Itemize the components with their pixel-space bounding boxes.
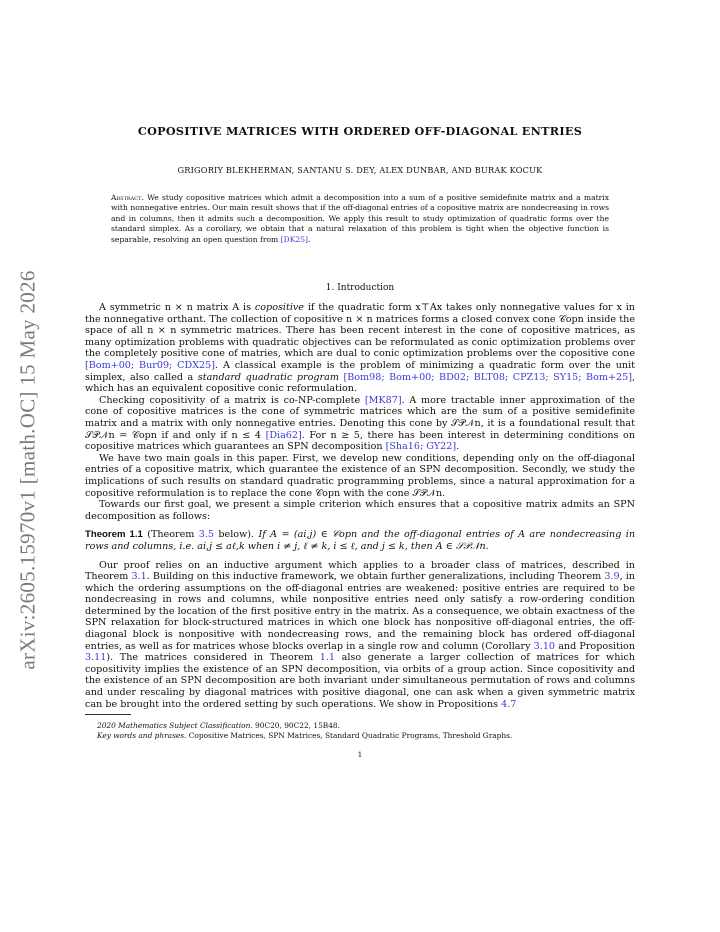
arxiv-identifier [6,240,50,700]
citation-link[interactable]: [Dia62] [265,429,302,441]
citation-link[interactable]: [Bom+00; Bur09; CDX25] [85,360,215,371]
footnote-rule [85,714,131,715]
paper-authors: GRIGORIY BLEKHERMAN, SANTANU S. DEY, ALEX DUNBAR, AND BURAK KOCUK [177,165,543,175]
paper-title: COPOSITIVE MATRICES WITH ORDERED OFF-DIAGONAL ENTRIES [137,124,583,138]
theorem-label: Theorem 1.1 [85,529,143,541]
proof-paragraph: Our proof relies on an inductive argument which applies to a broader class of matrices, described in Theorem 3.1. Building on this inductive framework, we obtain further generalizations, including Theorem 3.9, in which the ordering assumptions on the off-diagonal entries are weakened: positive entries are required to be nondecreasing in rows and columns, while nonpositive entries need only satisfy a row-ordering condition determined by the location of the first positive entry in the matrix. As a consequence, we obtain exactness of the SPN relaxation for block-structured matrices in which one block has nonpositive off-diagonal entries, the off-diagonal block is nonpositive with nondecreasing rows, and the remaining block has ordered off-diagonal entries, as well as for matrices whose blocks overlap in a single row and column (Corollary 3.10 and Proposition 3.11). The matrices considered in Theorem 1.1 also generate a larger collection of matrices for which copositivity implies the existence of an SPN decomposition, via orbits of a group action. Since copositivity and the existence of an SPN decomposition are both invariant under simultaneous permutation of rows and columns and under rescaling by diagonal matrices with positive diagonal, one can ask when a given symmetric matrix can be brought into the ordered setting by such operations. We show in Propositions 4.7 [85,559,636,710]
intro-paragraph-1: A symmetric n × n matrix A is copositive if the quadratic form x⊤Ax takes only nonnegative values for x in the nonnegative orthant. The collection of copositive n × n matrices forms a closed convex cone 𝒞opn inside the space of all n × n symmetric matrices. There has been recent interest in the cone of copositive matrices, as many optimization problems with quadratic objectives can be reformulated as conic optimization problems over the completely positive cone of matries, which are dual to conic optimization problems over the copositive cone [Bom+00; Bur09; CDX25]. A classical example is the problem of minimizing a quadratic form over the unit simplex, also called a standard quadratic program [Bom98; Bom+00; BD02; BLT08; CPZ13; SY15; Bom+25], which has an equivalent copositive conic reformulation. [85,302,636,395]
page-number: 1 [357,749,363,759]
footnote-msc: 2020 Mathematics Subject Classification. 90C20, 90C22, 15B48. [97,721,340,731]
arxiv-id-text: arXiv:2605.15970v1 [math.OC] 15 May 2026 [15,270,40,670]
abstract-text: We study copositive matrices which admit a decomposition into a sum of a positive semidefinite matrix and a matrix with nonnegative entries. Our main result shows that if the off-diagonal entries of a copositive matrix are nondecreasing in rows and in columns, then it admits such a decomposition. We apply this result to study optimization of quadratic forms over the standard simplex. As a corollary, we obtain that a natural relaxation of this problem is tight when the objective function is separable, resolving an open question from [111,193,609,244]
abstract: Abstract. We study copositive matrices which admit a decomposition into a sum of a positive semidefinite matrix and a matrix with nonnegative entries. Our main result shows that if the off-diagonal entries of a copositive matrix are nondecreasing in rows and in columns, then it admits such a decomposition. We apply this result to study optimization of quadratic forms over the standard simplex. As a corollary, we obtain that a natural relaxation of this problem is tight when the objective function is separable, resolving an open question from [DK25]. [111,193,609,244]
section-heading: 1. Introduction [325,283,395,294]
theorem-1-1: Theorem 1.1 (Theorem 3.5 below). If A = (ai,j) ∈ 𝒞opn and the off-diagonal entries of A are nondecreasing in rows and columns, i.e. ai,j ≤ aℓ,k when i ≠ j, ℓ ≠ k, i ≤ ℓ, and j ≤ k, then A ∈ 𝒮𝒫𝒩n. [85,529,636,552]
intro-paragraph-4: Towards our first goal, we present a simple criterion which ensures that a copositive matrix admits an SPN decomposition as follows: [85,499,635,522]
citation-link[interactable]: [Bom98; Bom+00; BD02; BLT08; CPZ13; SY15; Bom+25] [338,371,632,383]
theorem-statement: If A = (ai,j) ∈ 𝒞opn and the off-diagonal entries of A are nondecreasing in rows and columns, i.e. ai,j ≤ aℓ,k when i ≠ j, ℓ ≠ k, i ≤ ℓ, and j ≤ k, then A ∈ 𝒮𝒫𝒩n. [85,529,636,552]
intro-paragraph-3: We have two main goals in this paper. First, we develop new conditions, depending only on the off-diagonal entries of a copositive matrix, which guarantee the existence of an SPN decomposition. Secondly, we study the implications of such results on standard quadratic programming problems, since a natural approximation for a copositive reformulation is to replace the cone 𝒞opn with the cone 𝒮𝒫𝒩n. [85,452,635,499]
intro-paragraph-2: Checking copositivity of a matrix is co-NP-complete [MK87]. A more tractable inner approximation of the cone of copositive matrices is the cone of symmetric matrices which are the sum of a positive semidefinite matrix and a matrix with only nonnegative entries. Denoting this cone by 𝒮𝒫𝒩n, it is a foundational result that 𝒮𝒫𝒩n = 𝒞opn if and only if n ≤ 4 [Dia62]. For n ≥ 5, there has been interest in determining conditions on copositive matrices which guarantees an SPN decomposition [Sha16; GY22]. [85,394,636,453]
ref-link[interactable]: 3.9 [604,571,620,583]
ref-link[interactable]: 3.11 [85,652,107,664]
ref-link[interactable]: 1.1 [319,652,335,664]
citation-link[interactable]: [Sha16; GY22] [385,441,457,453]
ref-link[interactable]: 3.1 [131,571,147,583]
footnote-keywords: Key words and phrases. Copositive Matrices, SPN Matrices, Standard Quadratic Programs, Threshold Graphs. [97,731,513,741]
citation-link[interactable]: [MK87] [364,394,402,406]
theorem-ref-link[interactable]: 3.5 [198,529,215,541]
paper-page [85,120,635,759]
citation-link[interactable]: [DK25] [280,234,309,244]
ref-link[interactable]: 4.7 [501,698,517,710]
abstract-label: Abstract. [111,193,144,202]
ref-link[interactable]: 3.10 [533,640,556,652]
